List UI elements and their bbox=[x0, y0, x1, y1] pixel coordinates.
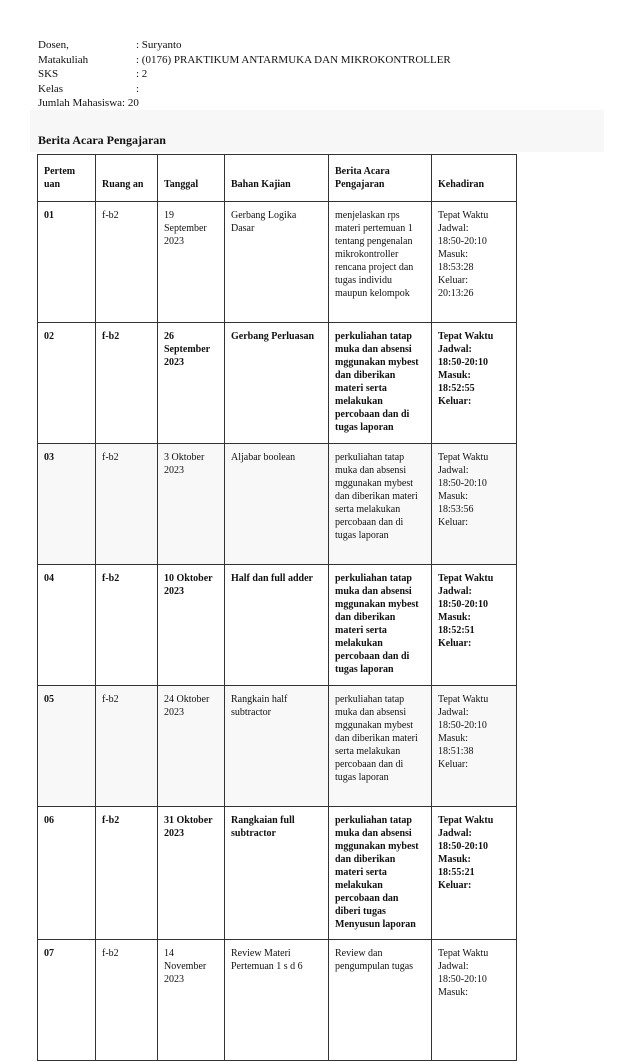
kehadiran-jadwal: 18:50-20:10 bbox=[438, 478, 487, 489]
kehadiran-masuk: 18:55:21 bbox=[438, 867, 475, 878]
kehadiran-jadwal-label: Jadwal: bbox=[438, 223, 469, 234]
kehadiran-jadwal: 18:50-20:10 bbox=[438, 720, 487, 731]
kehadiran-jadwal-label: Jadwal: bbox=[438, 586, 472, 597]
kehadiran-jadwal: 18:50-20:10 bbox=[438, 841, 488, 852]
cell-kehadiran bbox=[432, 202, 517, 323]
course-info bbox=[38, 38, 451, 111]
matakuliah-label: Matakuliah bbox=[38, 53, 89, 66]
cell-kehadiran bbox=[432, 565, 517, 686]
cell-kehadiran bbox=[432, 323, 517, 444]
cell-berita: perkuliahan tatap muka dan absensi mggunakan mybest dan diberikan materi serta melakukan percobaan dan di tugas laporan bbox=[329, 444, 432, 565]
kehadiran-masuk-label: Masuk: bbox=[438, 491, 468, 502]
header-kehadiran: Kehadiran bbox=[432, 155, 517, 202]
kehadiran-keluar: 20:13:26 bbox=[438, 288, 474, 299]
info-row-jumlah bbox=[38, 96, 451, 111]
cell-bahan: Review Materi Pertemuan 1 s d 6 bbox=[225, 940, 329, 1061]
kelas-label: Kelas bbox=[38, 82, 64, 95]
cell-tanggal: 10 Oktober 2023 bbox=[158, 565, 225, 686]
kehadiran-status: Tepat Waktu bbox=[438, 694, 489, 705]
cell-berita: menjelaskan rps materi pertemuan 1 tentang pengenalan mikrokontroller rencana project dan tugas individu maupun kelompok bbox=[329, 202, 432, 323]
table-row bbox=[38, 940, 517, 1061]
cell-ruangan: f-b2 bbox=[96, 202, 158, 323]
kehadiran-masuk-label: Masuk: bbox=[438, 612, 471, 623]
kehadiran-keluar-label: Keluar: bbox=[438, 638, 472, 649]
cell-kehadiran bbox=[432, 940, 517, 1061]
cell-bahan: Half dan full adder bbox=[225, 565, 329, 686]
cell-tanggal: 24 Oktober 2023 bbox=[158, 686, 225, 807]
kehadiran-jadwal-label: Jadwal: bbox=[438, 961, 469, 972]
table-row bbox=[38, 323, 517, 444]
kehadiran-jadwal: 18:50-20:10 bbox=[438, 974, 487, 985]
cell-ruangan: f-b2 bbox=[96, 686, 158, 807]
cell-bahan: Rangkaian full subtractor bbox=[225, 807, 329, 940]
section-title: Berita Acara Pengajaran bbox=[38, 133, 166, 147]
cell-pertemuan: 04 bbox=[38, 565, 96, 686]
kehadiran-jadwal-label: Jadwal: bbox=[438, 465, 469, 476]
cell-ruangan: f-b2 bbox=[96, 940, 158, 1061]
teaching-log-table bbox=[37, 154, 517, 1061]
kehadiran-masuk-label: Masuk: bbox=[438, 854, 471, 865]
header-pertemuan: Pertem uan bbox=[38, 155, 96, 202]
kehadiran-keluar-label: Keluar: bbox=[438, 517, 468, 528]
cell-berita: Review dan pengumpulan tugas bbox=[329, 940, 432, 1061]
cell-pertemuan: 01 bbox=[38, 202, 96, 323]
table-row bbox=[38, 444, 517, 565]
kehadiran-masuk-label: Masuk: bbox=[438, 733, 468, 744]
dosen-label: Dosen, bbox=[38, 39, 69, 51]
header-berita-acara: Berita Acara Pengajaran bbox=[329, 155, 432, 202]
sks-label: SKS bbox=[38, 68, 59, 80]
cell-tanggal: 31 Oktober 2023 bbox=[158, 807, 225, 940]
kehadiran-status: Tepat Waktu bbox=[438, 815, 494, 826]
cell-tanggal: 3 Oktober 2023 bbox=[158, 444, 225, 565]
dosen-value: : Suryanto bbox=[136, 39, 182, 51]
sks-value: : 2 bbox=[136, 68, 148, 80]
cell-bahan: Gerbang Logika Dasar bbox=[225, 202, 329, 323]
kehadiran-keluar-label: Keluar: bbox=[438, 759, 468, 770]
table-row bbox=[38, 807, 517, 940]
cell-ruangan: f-b2 bbox=[96, 807, 158, 940]
cell-berita: perkuliahan tatap muka dan absensi mggunakan mybest dan diberikan materi serta melakukan percobaan dan di tugas laporan bbox=[329, 323, 432, 444]
header-bahan-kajian: Bahan Kajian bbox=[225, 155, 329, 202]
cell-pertemuan: 03 bbox=[38, 444, 96, 565]
cell-ruangan: f-b2 bbox=[96, 323, 158, 444]
cell-pertemuan: 05 bbox=[38, 686, 96, 807]
cell-ruangan: f-b2 bbox=[96, 444, 158, 565]
kehadiran-jadwal: 18:50-20:10 bbox=[438, 599, 488, 610]
cell-tanggal: 26 September 2023 bbox=[158, 323, 225, 444]
kehadiran-status: Tepat Waktu bbox=[438, 210, 489, 221]
kehadiran-masuk: 18:52:51 bbox=[438, 625, 475, 636]
cell-bahan: Gerbang Perluasan bbox=[225, 323, 329, 444]
cell-bahan: Rangkain half subtractor bbox=[225, 686, 329, 807]
info-row-matakuliah bbox=[38, 53, 451, 68]
kehadiran-masuk-label: Masuk: bbox=[438, 249, 468, 260]
kehadiran-status: Tepat Waktu bbox=[438, 452, 489, 463]
info-row-dosen bbox=[38, 38, 451, 53]
kehadiran-jadwal: 18:50-20:10 bbox=[438, 357, 488, 368]
kehadiran-status: Tepat Waktu bbox=[438, 573, 494, 584]
cell-tanggal: 14 November 2023 bbox=[158, 940, 225, 1061]
kelas-value: : bbox=[136, 82, 140, 95]
info-row-sks bbox=[38, 67, 451, 82]
kehadiran-status: Tepat Waktu bbox=[438, 948, 489, 959]
cell-kehadiran bbox=[432, 686, 517, 807]
cell-pertemuan: 02 bbox=[38, 323, 96, 444]
header-ruangan: Ruang an bbox=[96, 155, 158, 202]
cell-tanggal: 19 September 2023 bbox=[158, 202, 225, 323]
cell-bahan: Aljabar boolean bbox=[225, 444, 329, 565]
cell-kehadiran bbox=[432, 444, 517, 565]
cell-ruangan: f-b2 bbox=[96, 565, 158, 686]
table-header-row bbox=[38, 155, 517, 202]
kehadiran-masuk-label: Masuk: bbox=[438, 370, 471, 381]
cell-pertemuan: 07 bbox=[38, 940, 96, 1061]
jumlah-value: : 20 bbox=[122, 97, 139, 109]
info-row-kelas bbox=[38, 82, 451, 97]
header-tanggal: Tanggal bbox=[158, 155, 225, 202]
jumlah-label: Jumlah Mahasiswa bbox=[38, 97, 123, 109]
cell-kehadiran bbox=[432, 807, 517, 940]
kehadiran-masuk: 18:51:38 bbox=[438, 746, 474, 757]
kehadiran-jadwal-label: Jadwal: bbox=[438, 707, 469, 718]
cell-pertemuan: 06 bbox=[38, 807, 96, 940]
matakuliah-value: : (0176) PRAKTIKUM ANTARMUKA DAN MIKROKONTROLLER bbox=[136, 53, 451, 66]
table-row bbox=[38, 565, 517, 686]
kehadiran-jadwal: 18:50-20:10 bbox=[438, 236, 487, 247]
table-row bbox=[38, 202, 517, 323]
kehadiran-jadwal-label: Jadwal: bbox=[438, 828, 472, 839]
kehadiran-masuk-label: Masuk: bbox=[438, 987, 468, 998]
kehadiran-masuk: 18:52:55 bbox=[438, 383, 475, 394]
kehadiran-masuk: 18:53:56 bbox=[438, 504, 474, 515]
cell-berita: perkuliahan tatap muka dan absensi mggunakan mybest dan diberikan materi serta melakukan percobaan dan di tugas laporan bbox=[329, 686, 432, 807]
table-row bbox=[38, 686, 517, 807]
kehadiran-keluar-label: Keluar: bbox=[438, 275, 468, 286]
kehadiran-keluar-label: Keluar: bbox=[438, 880, 472, 891]
cell-berita: perkuliahan tatap muka dan absensi mggunakan mybest dan diberikan materi serta melakukan percobaan dan diberi tugas Menyusun laporan bbox=[329, 807, 432, 940]
kehadiran-masuk: 18:53:28 bbox=[438, 262, 474, 273]
kehadiran-keluar-label: Keluar: bbox=[438, 396, 472, 407]
cell-berita: perkuliahan tatap muka dan absensi mggunakan mybest dan diberikan materi serta melakukan percobaan dan di tugas laporan bbox=[329, 565, 432, 686]
kehadiran-status: Tepat Waktu bbox=[438, 331, 494, 342]
kehadiran-jadwal-label: Jadwal: bbox=[438, 344, 472, 355]
